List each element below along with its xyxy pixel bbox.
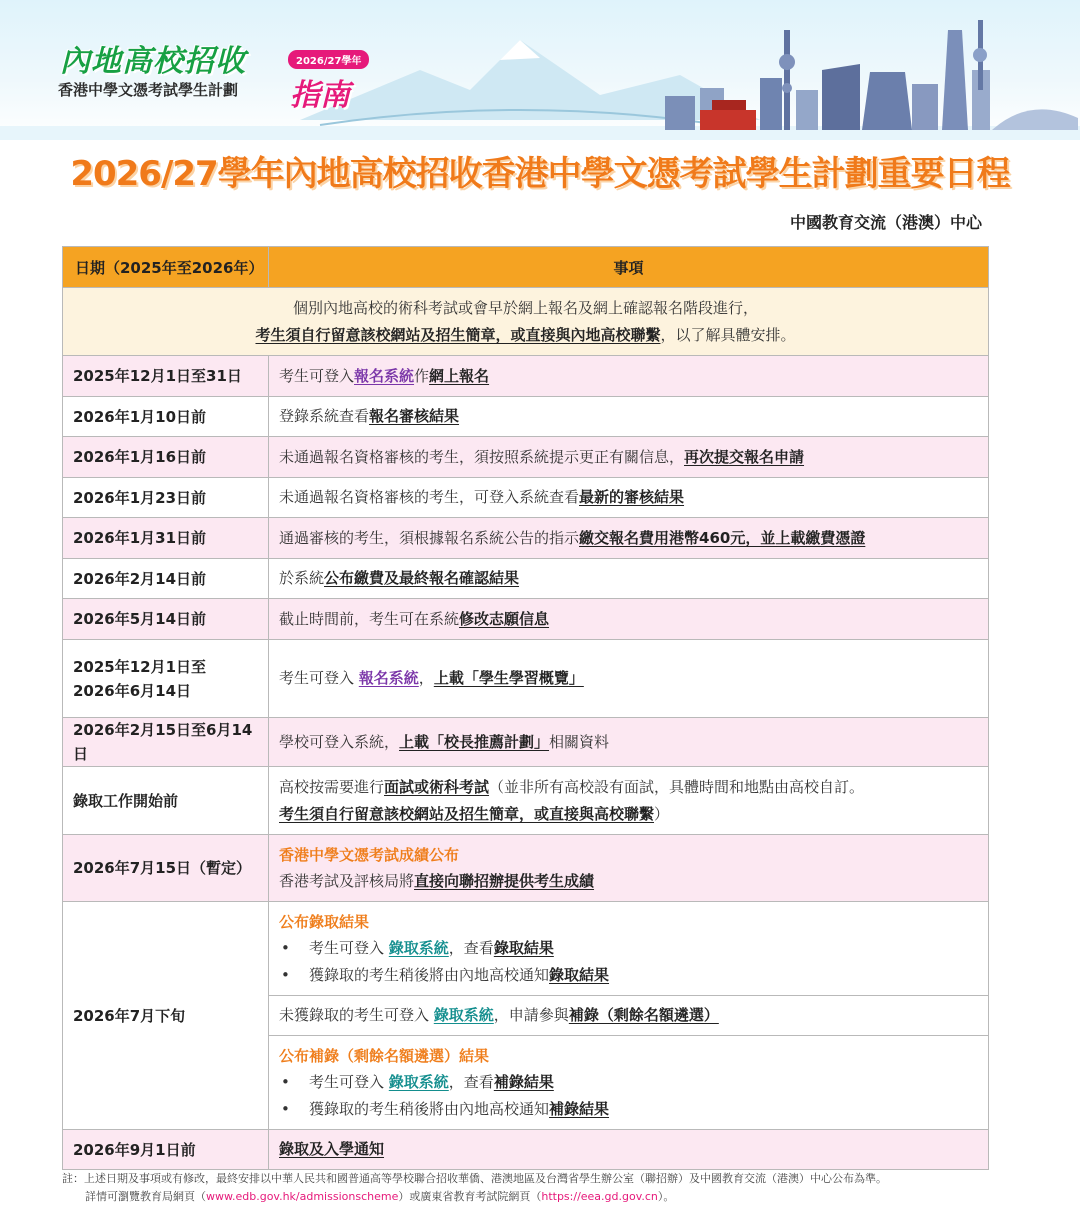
footnote-line-2 xyxy=(62,1188,1022,1206)
notice-row xyxy=(63,288,989,356)
table-row xyxy=(63,397,989,437)
item-text: 獲錄取的考生稍後將由內地高校通知 xyxy=(309,1099,550,1118)
item-highlight: 繳交報名費用港幣460元，並上載繳費憑證 xyxy=(579,528,866,547)
footnote-text: ）或廣東省教育考試院網頁（ xyxy=(398,1189,542,1203)
row-item xyxy=(269,437,989,478)
item-text: 作 xyxy=(414,366,430,385)
item-text: ，申請參與 xyxy=(493,1006,569,1025)
row-date: 錄取工作開始前 xyxy=(63,767,269,835)
item-text: 考生可登入 xyxy=(279,669,359,688)
table-row xyxy=(63,356,989,397)
item-highlight: 錄取及入學通知 xyxy=(279,1140,385,1159)
table-row xyxy=(63,718,989,767)
item-text: 香港考試及評核局將 xyxy=(279,872,415,890)
table-row xyxy=(63,599,989,640)
item-text: ，查看 xyxy=(448,939,494,958)
table-row xyxy=(63,902,989,996)
row-item xyxy=(269,599,989,640)
item-highlight: 考生須自行留意該校網站及招生簡章，或直接與高校聯繫 xyxy=(279,804,655,823)
item-heading: 公布錄取結果 xyxy=(279,913,370,932)
row-date: 2026年1月23日前 xyxy=(63,478,269,518)
row-item xyxy=(269,356,989,397)
item-text: ， xyxy=(418,669,434,688)
row-item xyxy=(269,559,989,599)
item-text: 考生可登入 xyxy=(309,1073,389,1092)
item-highlight: 再次提交報名申請 xyxy=(684,447,805,466)
edb-link[interactable]: www.edb.gov.hk/admissionscheme xyxy=(206,1189,399,1203)
item-text: 通過審核的考生，須根據報名系統公告的指示 xyxy=(279,528,580,547)
item-highlight: 補錄結果 xyxy=(549,1099,610,1118)
item-text: 登錄系統查看 xyxy=(279,407,370,426)
row-item-block-2 xyxy=(269,996,989,1036)
item-highlight: 補錄結果 xyxy=(493,1073,554,1092)
row-date: 2026年7月下旬 xyxy=(63,902,269,1130)
admission-system-link[interactable]: 錄取系統 xyxy=(433,1006,494,1025)
table-row xyxy=(63,640,989,718)
item-heading: 公布補錄（剩餘名額遴選）結果 xyxy=(279,1047,490,1066)
bullet-icon: • xyxy=(281,1073,290,1092)
item-highlight: 上載「校長推薦計劃」 xyxy=(399,732,550,751)
footnote-line-1: 註：上述日期及事項或有修改，最終安排以中華人民共和國普通高等學校聯合招收華僑、港澳地區及台灣省學生辦公室（聯招辦）及中國教育交流（港澳）中心公布為準。 xyxy=(62,1172,887,1185)
row-item xyxy=(269,767,989,835)
row-date: 2026年9月1日前 xyxy=(63,1130,269,1170)
registration-system-link[interactable]: 報名系統 xyxy=(358,669,419,688)
bullet-icon: • xyxy=(281,939,290,958)
item-highlight: 網上報名 xyxy=(429,366,490,385)
row-date: 2025年12月1日至31日 xyxy=(63,356,269,397)
footnote xyxy=(62,1170,1022,1205)
admission-system-link[interactable]: 錄取系統 xyxy=(388,1073,449,1092)
row-date: 2026年1月16日前 xyxy=(63,437,269,478)
row-item xyxy=(269,835,989,902)
notice-line-1: 個別內地高校的術科考試或會早於網上報名及網上確認報名階段進行， xyxy=(292,299,758,318)
organization-name: 中國教育交流（港澳）中心 xyxy=(789,213,982,232)
item-text: 截止時間前，考生可在系統 xyxy=(279,609,460,628)
table-row xyxy=(63,767,989,835)
item-highlight: 上載「學生學習概覽」 xyxy=(433,669,584,688)
item-highlight: 錄取結果 xyxy=(493,939,554,958)
item-text: 獲錄取的考生稍後將由內地高校通知 xyxy=(309,965,550,984)
item-highlight: 報名審核結果 xyxy=(369,407,460,426)
item-heading: 香港中學文憑考試成績公布 xyxy=(279,845,460,864)
footnote-text: ）。 xyxy=(657,1189,675,1203)
table-row xyxy=(63,1130,989,1170)
table-row xyxy=(63,518,989,559)
item-highlight: 修改志願信息 xyxy=(459,609,550,628)
logo-title: 內地高校招收 xyxy=(60,44,246,79)
table-row xyxy=(63,559,989,599)
item-text: 於系統 xyxy=(279,569,325,588)
item-text: 相關資料 xyxy=(549,732,610,751)
row-date-line-1: 2025年12月1日至 xyxy=(73,657,207,676)
footnote-text: 詳情可瀏覽教育局網頁（ xyxy=(85,1189,206,1203)
page-title: 2026/27學年內地高校招收香港中學文憑考試學生計劃重要日程 xyxy=(70,154,1010,194)
notice-bold-text: 考生須自行留意該校網站及招生簡章，或直接與內地高校聯繫 xyxy=(255,325,661,344)
bullet-icon: • xyxy=(281,965,290,984)
row-item xyxy=(269,397,989,437)
row-date: 2026年1月10日前 xyxy=(63,397,269,437)
table-row xyxy=(63,437,989,478)
row-item xyxy=(269,478,989,518)
logo-subtitle: 香港中學文憑考試學生計劃 xyxy=(58,81,239,99)
row-date: 2026年1月31日前 xyxy=(63,518,269,559)
table-row xyxy=(63,835,989,902)
schedule-table xyxy=(62,246,989,1170)
item-text: 未通過報名資格審核的考生，可登入系統查看 xyxy=(279,488,580,507)
logo-year-badge: 2026/27學年 xyxy=(288,50,369,69)
admission-system-link[interactable]: 錄取系統 xyxy=(388,939,449,958)
notice-line-2 xyxy=(73,322,978,348)
date-column-header: 日期（2025年至2026年） xyxy=(63,247,269,288)
notice-rest-text: ，以了解具體安排。 xyxy=(660,325,796,344)
item-text: 考生可登入 xyxy=(279,366,355,385)
row-date-line-2: 2026年6月14日 xyxy=(73,681,192,700)
item-text: ） xyxy=(654,804,670,823)
row-date: 2026年7月15日（暫定） xyxy=(63,835,269,902)
row-item-block-1 xyxy=(269,902,989,996)
item-text: 學校可登入系統， xyxy=(279,732,400,751)
item-highlight: 公布繳費及最終報名確認結果 xyxy=(324,569,520,588)
row-date: 2026年2月14日前 xyxy=(63,559,269,599)
item-text: 未通過報名資格審核的考生，須按照系統提示更正有關信息， xyxy=(279,447,685,466)
row-item xyxy=(269,1130,989,1170)
row-item xyxy=(269,518,989,559)
item-highlight: 直接向聯招辦提供考生成績 xyxy=(414,872,595,890)
item-text: （並非所有高校設有面試，具體時間和地點由高校自訂。 xyxy=(489,778,865,797)
logo-guide: 指南 xyxy=(290,78,350,113)
table-header-row xyxy=(63,247,989,288)
row-date: 2026年5月14日前 xyxy=(63,599,269,640)
bullet-icon: • xyxy=(281,1099,290,1118)
item-text: ，查看 xyxy=(448,1073,494,1092)
notice-cell xyxy=(63,288,989,356)
item-highlight: 面試或術科考試 xyxy=(384,778,490,797)
row-date xyxy=(63,640,269,718)
item-text: 考生可登入 xyxy=(309,939,389,958)
item-highlight: 最新的審核結果 xyxy=(579,488,685,507)
eea-link[interactable]: https://eea.gd.gov.cn xyxy=(541,1189,658,1203)
item-text: 未獲錄取的考生可登入 xyxy=(279,1006,434,1025)
item-highlight: 錄取結果 xyxy=(549,965,610,984)
row-date: 2026年2月15日至6月14日 xyxy=(63,718,269,767)
item-text: 高校按需要進行 xyxy=(279,778,385,797)
row-item-block-3 xyxy=(269,1036,989,1130)
registration-system-link[interactable]: 報名系統 xyxy=(354,366,415,385)
header-banner xyxy=(0,0,1080,140)
item-column-header: 事項 xyxy=(269,247,989,288)
item-highlight: 補錄（剩餘名額遴選） xyxy=(568,1006,719,1025)
row-item xyxy=(269,718,989,767)
row-item xyxy=(269,640,989,718)
table-row xyxy=(63,478,989,518)
